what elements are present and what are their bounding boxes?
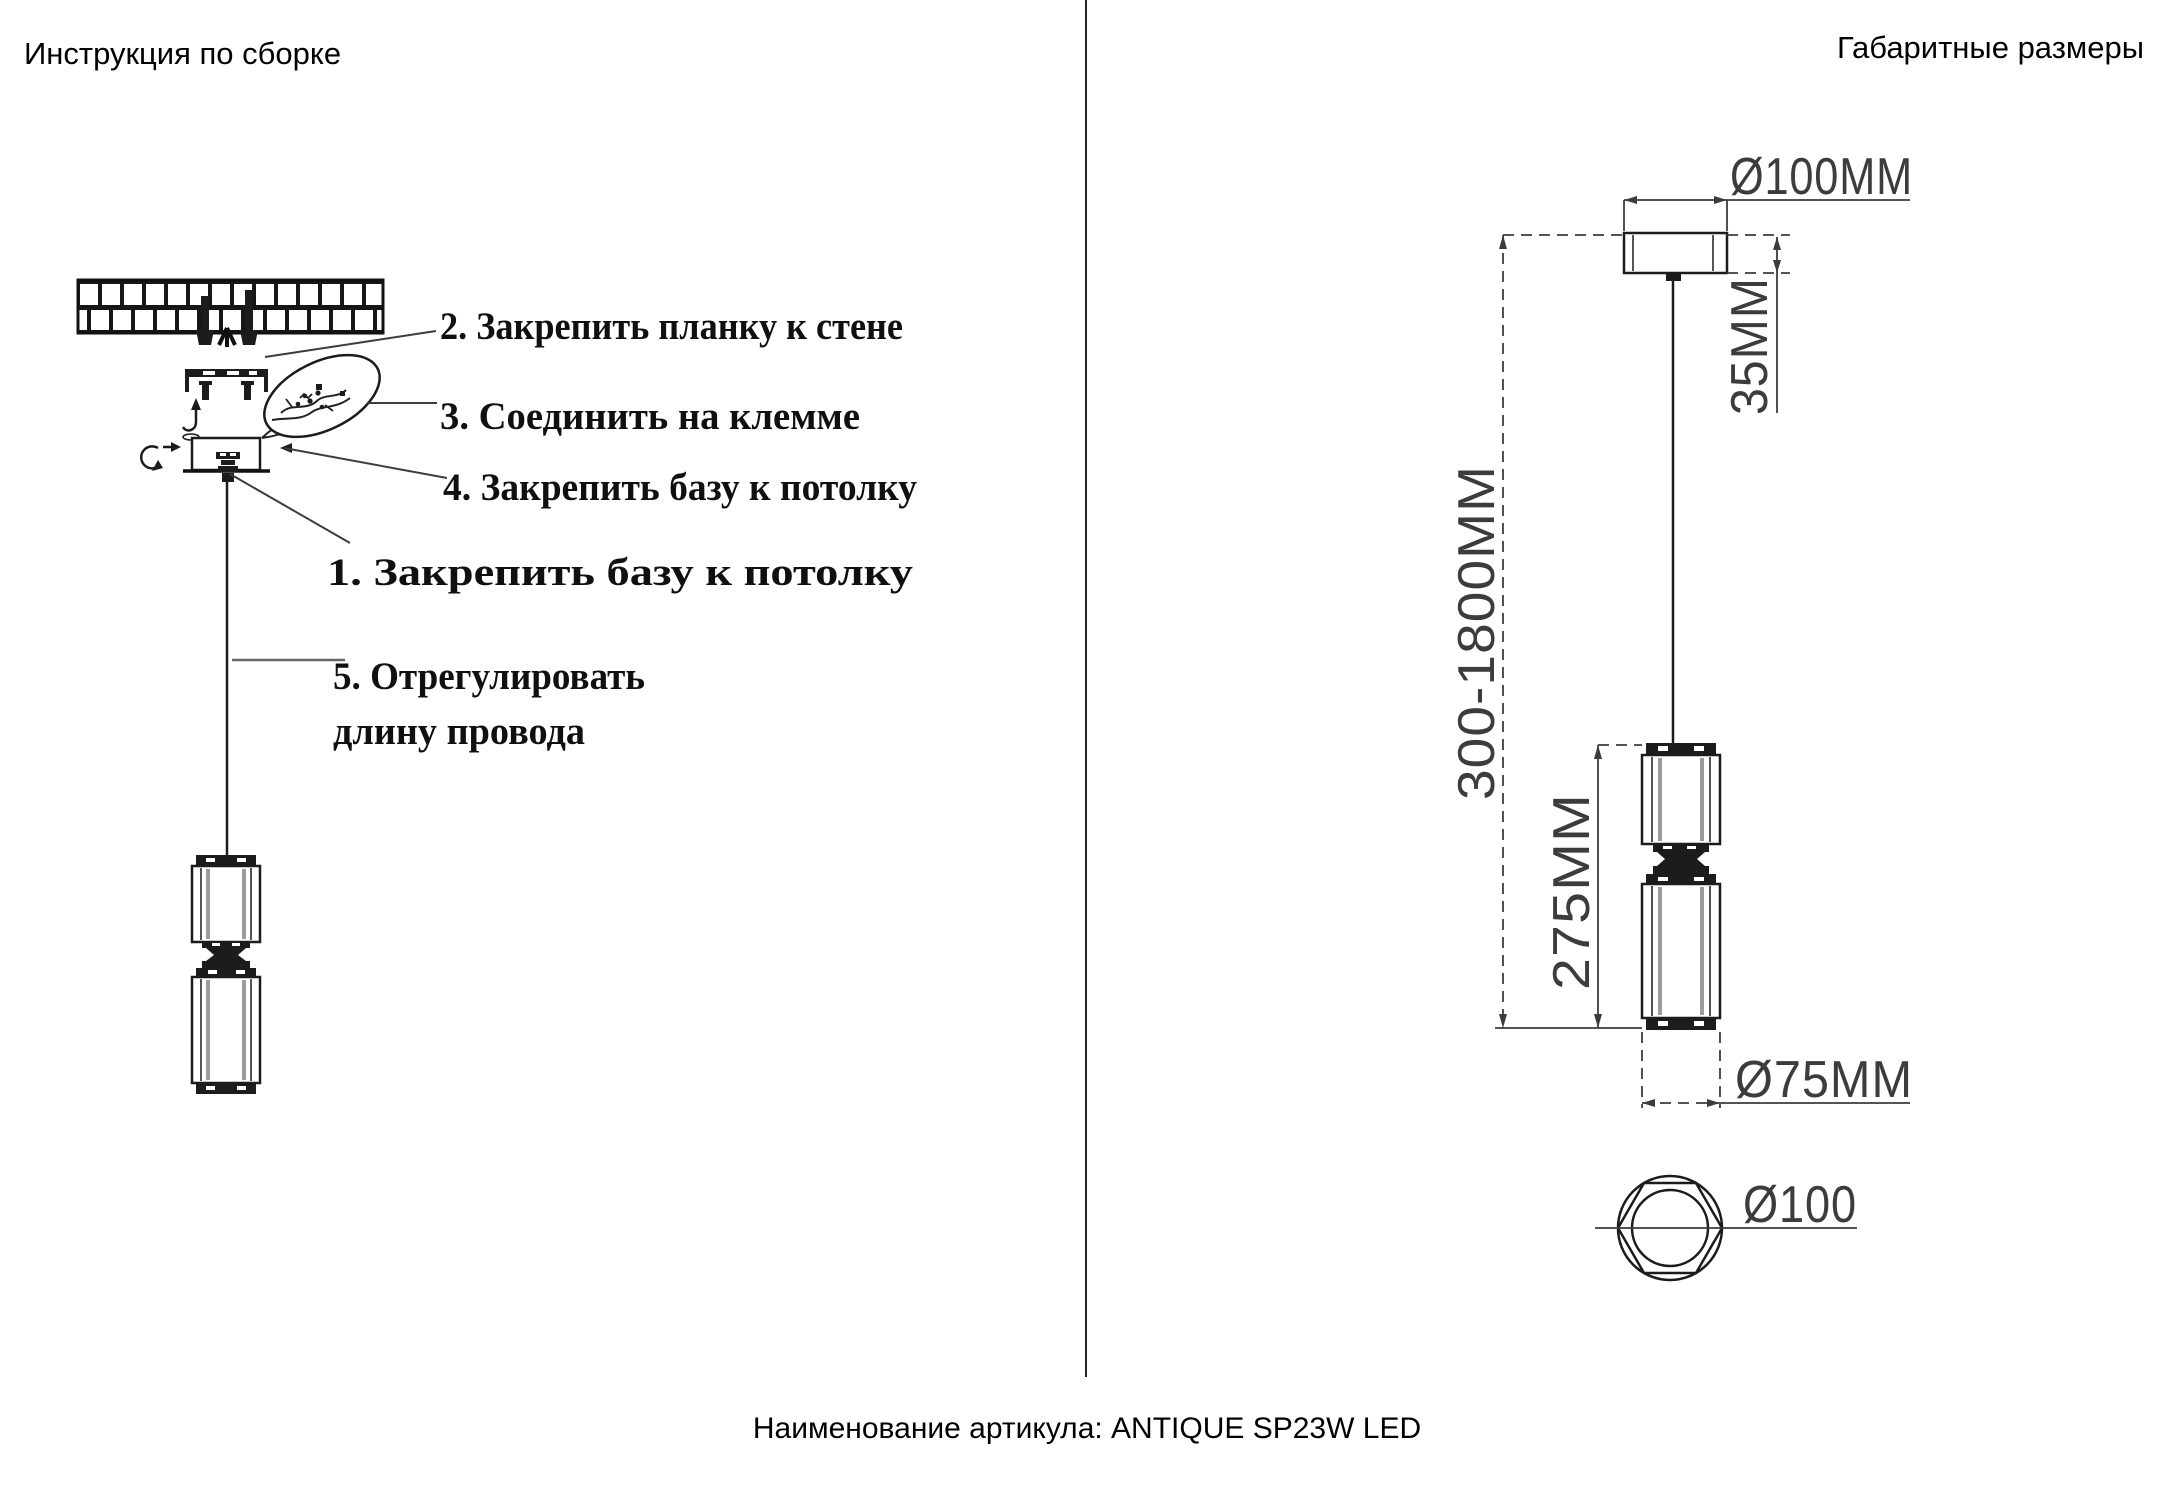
bottom-view-diameter-label: Ø100 xyxy=(1743,1176,1857,1234)
step-1-label: 1. Закрепить базу к потолку xyxy=(327,551,914,594)
canopy-height-dimension xyxy=(1721,235,1790,415)
suspension-length-label: 300-1800MM xyxy=(1448,483,1506,800)
step-2-label: 2. Закрепить планку к стене xyxy=(440,305,903,348)
step-3-label: 3. Соединить на клемме xyxy=(440,395,860,438)
mounting-bracket-drawing xyxy=(185,369,268,400)
body-diameter-label: Ø75MM xyxy=(1735,1051,1913,1109)
step-5-label-line2: длину провода xyxy=(333,710,585,753)
canopy-drawing xyxy=(1624,233,1727,281)
wall-cross-section-drawing xyxy=(78,280,383,347)
bottom-view-drawing xyxy=(1595,1176,1857,1280)
step-5-label-line1: 5. Отрегулировать xyxy=(333,655,645,698)
right-panel-title: Габаритные размеры xyxy=(1836,30,2144,65)
assembly-step-labels xyxy=(327,305,917,753)
body-height-label: 275MM xyxy=(1543,811,1601,990)
lamp-body-right-drawing xyxy=(1642,743,1720,1030)
step-4-label: 4. Закрепить базу к потолку xyxy=(443,466,918,509)
screw-rotation-symbol xyxy=(141,442,181,471)
left-panel-title: Инструкция по сборке xyxy=(24,36,342,71)
lamp-body-left-drawing xyxy=(192,855,260,1094)
canopy-diameter-label: Ø100MM xyxy=(1730,148,1913,206)
canopy-height-label: 35MM xyxy=(1721,266,1779,415)
canopy-diameter-dimension xyxy=(1624,148,1913,231)
hook-arrow-symbol xyxy=(183,398,201,440)
body-height-dimension xyxy=(1543,745,1642,1028)
article-name-label: Наименование артикула: ANTIQUE SP23W LED xyxy=(752,1412,1422,1445)
ceiling-base-drawing xyxy=(183,438,270,482)
body-diameter-dimension xyxy=(1642,1032,1913,1109)
